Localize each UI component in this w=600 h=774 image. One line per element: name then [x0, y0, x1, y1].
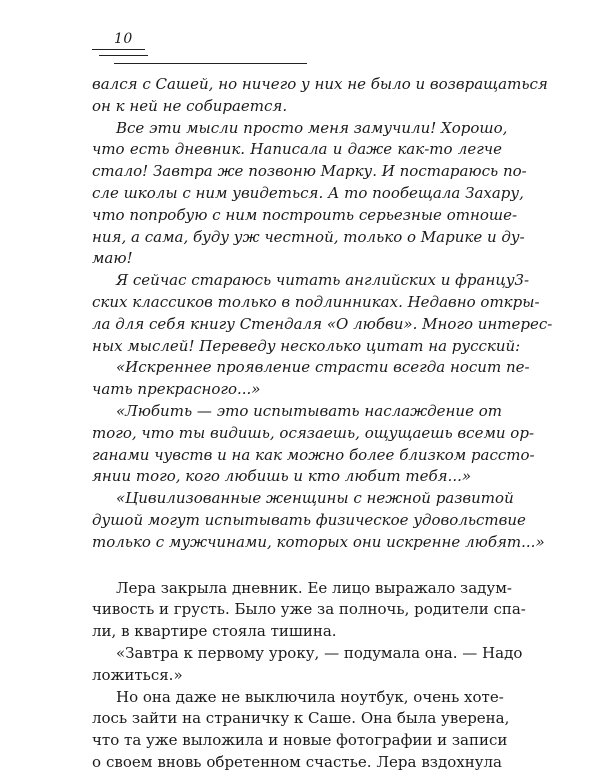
text-line: ла для себя книгу Стендаля «О любви». Много интерес- — [92, 314, 553, 333]
text-line: сле школы с ним увидеться. А то пообещала Захару, — [92, 183, 524, 202]
header-rule — [92, 49, 145, 50]
narrative-paragraph — [92, 687, 510, 774]
text-line: о своем вновь обретенном счастье. Лера вздохнула — [92, 752, 502, 771]
quote-paragraph — [92, 357, 530, 401]
narrative — [92, 578, 526, 774]
header-rule — [99, 55, 148, 56]
text-line: он к ней не собирается. — [92, 96, 288, 115]
text-line: что попробую с ним построить серьезные отноше- — [92, 205, 518, 224]
text-line: того, что ты видишь, осязаешь, ощущаешь всеми ор- — [92, 423, 535, 442]
narrative-paragraph — [92, 578, 526, 643]
text-line: Все эти мысли просто меня замучили! Хорошо, — [116, 118, 508, 137]
text-line: Лера закрыла дневник. Ее лицо выражало задум- — [116, 578, 512, 597]
text-line: ских классиков только в подлинниках. Недавно откры- — [92, 292, 540, 311]
header-rule — [114, 63, 307, 64]
text-line: маю! — [92, 249, 133, 268]
text-line: стало! Завтра же позвоню Марку. И постараюсь по- — [92, 162, 527, 181]
text-line: Но она даже не выключила ноутбук, очень хоте- — [116, 687, 504, 706]
page-number: 10 — [114, 31, 133, 47]
text-line: только с мужчинами, которых они искренне любят...» — [92, 532, 545, 551]
text-line: Я сейчас стараюсь читать английских и францу3- — [116, 271, 530, 290]
text-line: лось зайти на страничку к Саше. Она была уверена, — [92, 709, 510, 728]
diary-paragraph — [92, 270, 553, 357]
text-line: ния, а сама, буду уж честной, только о Марике и ду- — [92, 227, 525, 246]
text-line: душой могут испытывать физическое удовольствие — [92, 510, 526, 529]
narrative-paragraph — [92, 643, 523, 687]
text-line: ных мыслей! Переведу несколько цитат на русский: — [92, 336, 521, 355]
text-line: ганами чувств и на как можно более близком рассто- — [92, 445, 535, 464]
quote-paragraph — [92, 401, 535, 488]
text-line: «Цивилизованные женщины с нежной развитой — [116, 489, 514, 508]
diary-paragraph — [92, 118, 527, 271]
section-gap — [92, 554, 502, 578]
text-line: янии того, кого любишь и кто любит тебя...» — [92, 467, 472, 486]
text-line: ложиться.» — [92, 665, 183, 684]
text-line: что есть дневник. Написала и даже как-то легче — [92, 140, 502, 159]
text-line: «Искреннее проявление страсти всегда носит пе- — [116, 358, 530, 377]
text-line: вался с Сашей, но ничего у них не было и возвращаться — [92, 75, 548, 93]
text-line: «Завтра к первому уроку, — подумала она. — Надо — [116, 643, 523, 662]
text-line: ли, в квартире стояла тишина. — [92, 622, 337, 641]
text-line: что та уже выложила и новые фотографии и записи — [92, 731, 508, 750]
page-body — [92, 74, 553, 774]
quote-paragraph — [92, 488, 545, 553]
text-line: «Любить — это испытывать наслаждение от — [116, 401, 502, 420]
diary-paragraph — [92, 74, 548, 118]
text-line: чивость и грусть. Было уже за полночь, родители спа- — [92, 600, 526, 619]
text-line: чать прекрасного...» — [92, 380, 261, 399]
diary-entry — [92, 74, 553, 554]
